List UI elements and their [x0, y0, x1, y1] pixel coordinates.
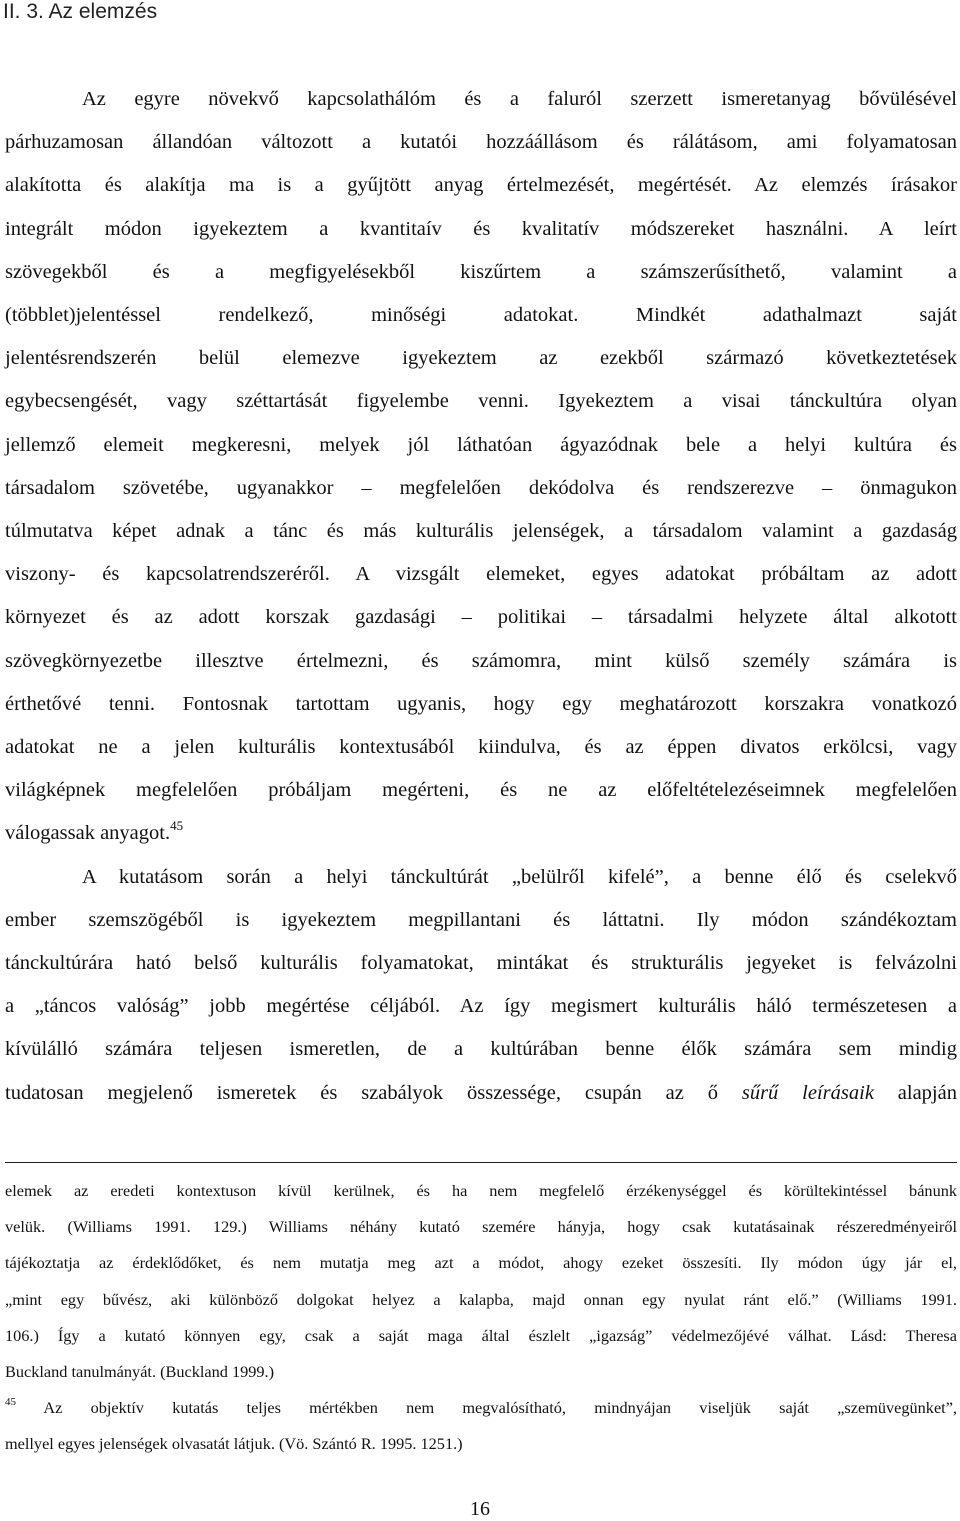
footnote-separator [5, 1162, 957, 1163]
text-line: egybecsengését, vagy széttartását figyelembe venni. Igyekeztem a visai tánckultúra olyan [5, 390, 957, 413]
text-line: világképnek megfelelően próbáljam megérteni, és ne az előfeltételezéseimnek megfelelően [5, 779, 957, 802]
text-line: környezet és az adott korszak gazdasági – politikai – társadalmi helyzete által alkotott [5, 606, 957, 629]
text-segment: alapján [873, 1081, 957, 1104]
footnote-line: elemek az eredeti kontextuson kívül kerülnek, és ha nem megfelelő érzékenységgel és körültekintéssel bánunk [5, 1181, 957, 1200]
text-line: jelentésrendszerén belül elemezve igyekeztem az ezekből származó következtetések [5, 347, 957, 370]
paragraph-2 [5, 856, 957, 1115]
text-line: párhuzamosan állandóan változott a kutatói hozzáállásom és rálátásom, ami folyamatosan [5, 131, 957, 154]
footnote-45-text: Az objektív kutatás teljes mértékben nem megvalósítható, mindnyájan viseljük saját „szemüvegünket”, [16, 1398, 957, 1418]
text-line: szövegkörnyezetbe illesztve értelmezni, és számomra, mint külső személy számára is [5, 649, 957, 672]
paragraph-1 [5, 78, 957, 856]
text-line: ember szemszögéből is igyekeztem megpillantani és láttatni. Ily módon szándékoztam [5, 908, 957, 931]
text-segment: tudatosan megjelenő ismeretek és szabályok összessége, csupán az ő [5, 1081, 742, 1104]
body-text [5, 78, 957, 1115]
text-line: túlmutatva képet adnak a tánc és más kulturális jelenségek, a társadalom valamint a gazdaság [5, 520, 957, 543]
text-line: viszony- és kapcsolatrendszeréről. A vizsgált elemeket, egyes adatokat próbáltam az adott [5, 563, 957, 586]
text-line: társadalom szövetébe, ugyanakkor – megfelelően dekódolva és rendszerezve – önmagukon [5, 476, 957, 499]
footnote-line: velük. (Williams 1991. 129.) Williams néhány kutató szemére hányja, hogy csak kutatásainak részeredményeiről [5, 1217, 957, 1237]
text-line: jellemző elemeit megkeresni, melyek jól láthatóan ágyazódnak bele a helyi kultúra és [5, 433, 957, 456]
text-line: A kutatásom során a helyi tánckultúrát „belülről kifelé”, a benne élő és cselekvő [82, 865, 957, 888]
footnote-45-line [5, 1390, 957, 1426]
footnote-line: „mint egy bűvész, aki különböző dolgokat helyez a kalapba, majd onnan egy nyulat ránt elő.” (Williams 1991. [5, 1289, 957, 1309]
footnote-45-line: mellyel egyes jelenségek olvasatát látjuk. (Vö. Szántó R. 1995. 1251.) [5, 1434, 463, 1454]
section-heading: II. 3. Az elemzés [3, 0, 158, 23]
page-number: 16 [470, 1498, 490, 1520]
text-line: adatokat ne a jelen kulturális kontextusából kiindulva, és az éppen divatos erkölcsi, vagy [5, 736, 957, 759]
footnotes [5, 1173, 957, 1463]
text-line [5, 1072, 957, 1115]
footnote-line: 106.) Így a kutató könnyen egy, csak a saját maga által észlelt „igazság” védelmezőjévé válhat. Lásd: Theresa [5, 1325, 957, 1345]
text-line: alakította és alakítja ma is a gyűjtött anyag értelmezését, megértését. Az elemzés írásakor [5, 174, 957, 197]
text-line [5, 812, 957, 855]
text-line: kívülálló számára teljesen ismeretlen, de a kultúrában benne élők számára sem mindig [5, 1038, 957, 1061]
text-line-content: válogassak anyagot. [5, 822, 171, 845]
italic-term: sűrű leírásaik [741, 1081, 874, 1104]
text-line: érthetővé tenni. Fontosnak tartottam ugyanis, hogy egy meghatározott korszakra vonatkozó [5, 692, 957, 715]
text-line: szövegekből és a megfigyelésekből kiszűrtem a számszerűsíthető, valamint a [5, 260, 957, 283]
text-line: (többlet)jelentéssel rendelkező, minőségi adatokat. Mindkét adathalmazt saját [5, 304, 957, 327]
footnote-45-mark: 45 [5, 1396, 16, 1409]
footnote-line: tájékoztatja az érdeklődőket, és nem mutatja meg azt a módot, ahogy ezeket összesíti. Ily módon úgy jár el, [5, 1253, 957, 1273]
text-line: integrált módon igyekeztem a kvantitaív és kvalitatív módszereket használni. A leírt [5, 217, 957, 240]
text-line: Az egyre növekvő kapcsolathálóm és a faluról szerzett ismeretanyag bővülésével [82, 88, 957, 110]
text-line: tánckultúrára ható belső kulturális folyamatokat, mintákat és strukturális jegyeket is felvázolni [5, 952, 957, 975]
footnote-reference[interactable]: 45 [170, 818, 184, 834]
text-line: a „táncos valóság” jobb megértése céljából. Az így megismert kulturális háló természetesen a [5, 995, 957, 1018]
footnote-line: Buckland tanulmányát. (Buckland 1999.) [5, 1362, 275, 1382]
